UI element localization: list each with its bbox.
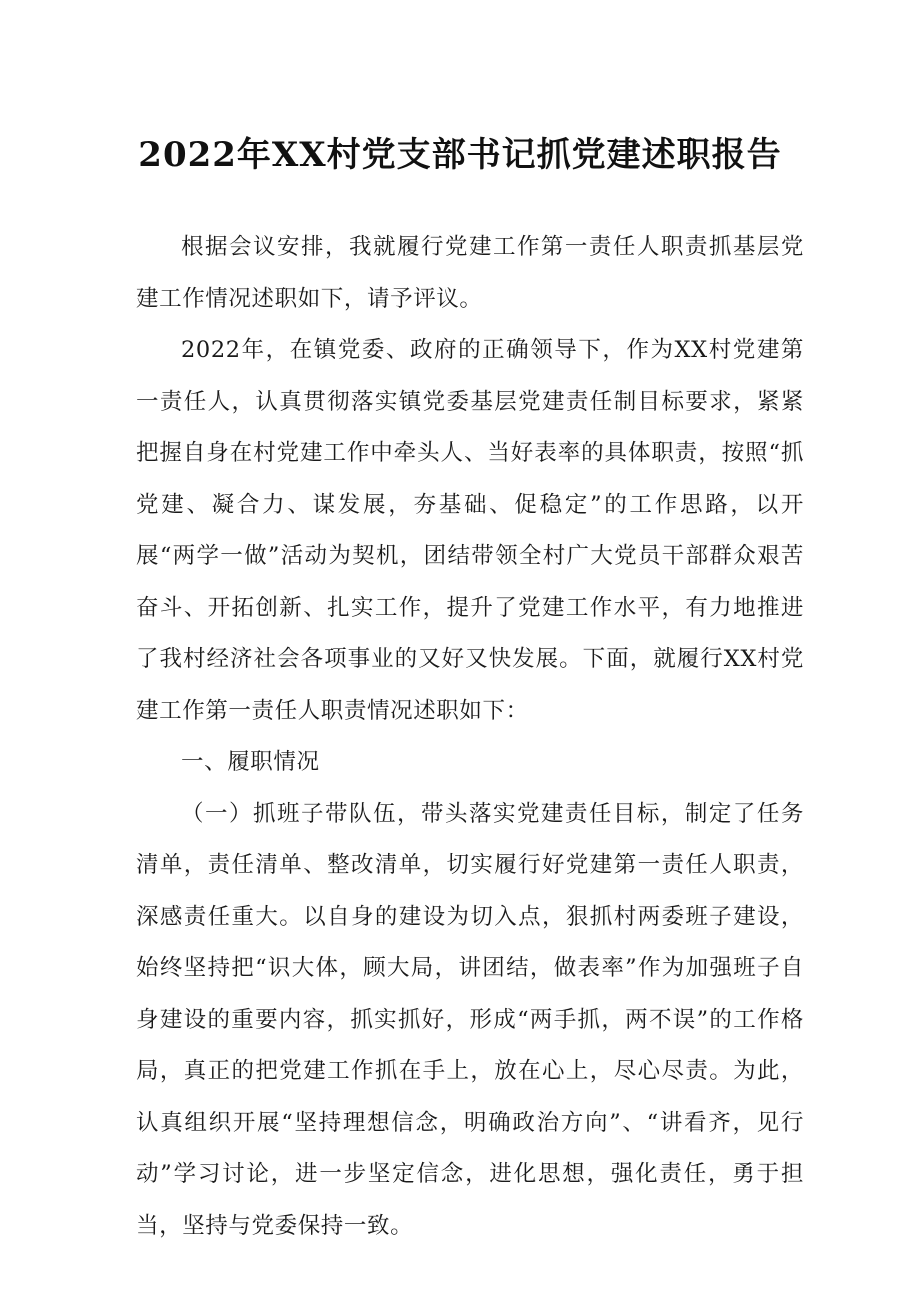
section-paragraph: （一）抓班子带队伍，带头落实党建责任目标，制定了任务清单，责任清单、整改清单，切实履行好党建第一责任人职责，深感责任重大。以自身的建设为切入点，狠抓村两委班子建设，始终坚持把“识大体，顾大局，讲团结，做表率”作为加强班子自身建设的重要内容，抓实抓好，形成“两手抓，两不误”的工作格局，真正的把党建工作抓在手上，放在心上，尽心尽责。为此，认真组织开展“坚持理想信念，明确政治方向”、“讲看齐，见行动”学习讨论，进一步坚定信念，进化思想，强化责任，勇于担当，坚持与党委保持一致。 — [136, 800, 804, 1239]
document-title: 2022年XX村党支部书记抓党建述职报告 — [138, 135, 782, 175]
section-heading: 一、履职情况 — [181, 749, 320, 775]
document-body — [136, 222, 804, 1252]
intro-paragraph: 根据会议安排，我就履行党建工作第一责任人职责抓基层党建工作情况述职如下，请予评议。 — [136, 234, 804, 312]
overview-paragraph: 2022年，在镇党委、政府的正确领导下，作为XX村党建第一责任人，认真贯彻落实镇党委基层党建责任制目标要求，紧紧把握自身在村党建工作中牵头人、当好表率的具体职责，按照“抓党建、凝合力、谋发展，夯基础、促稳定”的工作思路，以开展“两学一做”活动为契机，团结带领全村广大党员干部群众艰苦奋斗、开拓创新、扎实工作，提升了党建工作水平，有力地推进了我村经济社会各项事业的又好又快发展。下面，就履行XX村党建工作第一责任人职责情况述职如下： — [136, 337, 804, 724]
